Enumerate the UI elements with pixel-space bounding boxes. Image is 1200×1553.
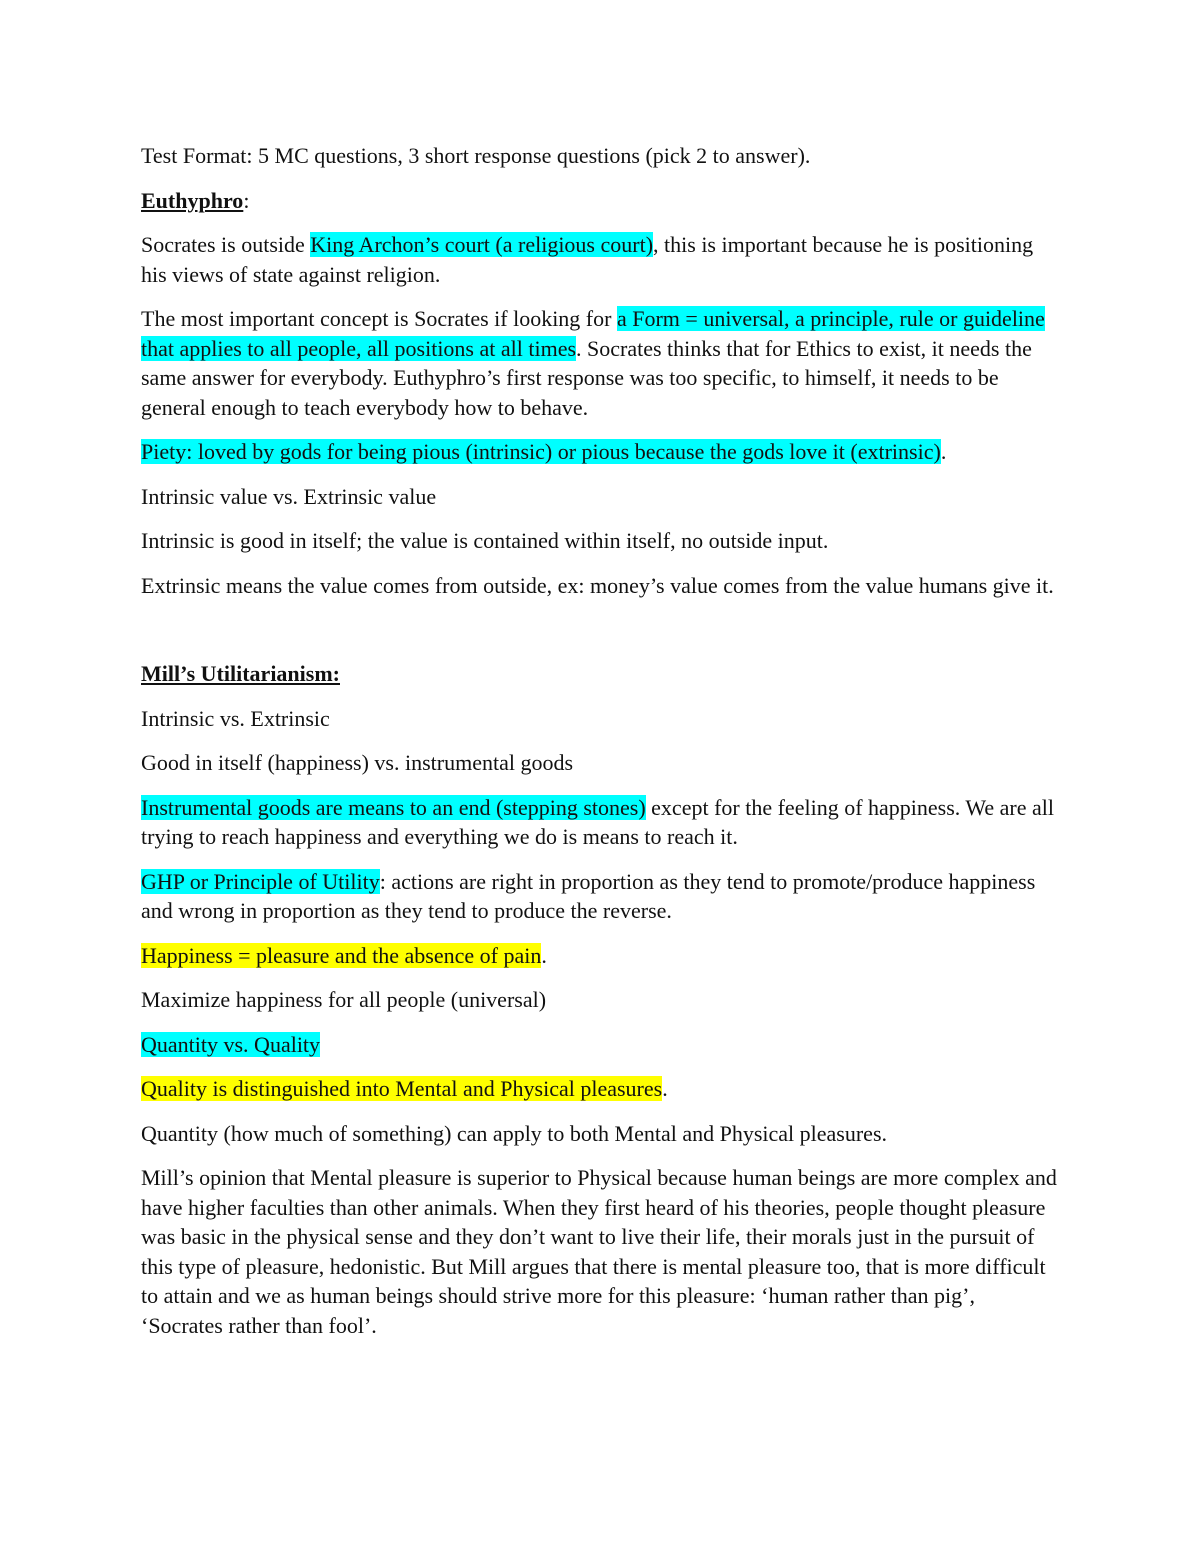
mill-paragraph-5	[141, 941, 1061, 971]
mill-paragraph-1: Intrinsic vs. Extrinsic	[141, 705, 330, 731]
euthyphro-heading-line	[141, 186, 1061, 216]
highlight-cyan: a Form = universal, a principle, rule or guideline that applies to all people, all positions at all times	[141, 306, 1045, 361]
text-run: .	[541, 942, 547, 968]
test-format-line: Test Format: 5 MC questions, 3 short response questions (pick 2 to answer).	[141, 143, 811, 168]
text-run: , this is important because he is positioning his views of state against religion.	[141, 232, 1034, 287]
euthyphro-paragraph-1	[141, 230, 1061, 289]
mill-paragraph-4	[141, 867, 1061, 926]
highlight-cyan: Instrumental goods are means to an end (stepping stones)	[141, 794, 646, 820]
mill-paragraph-3	[141, 793, 1061, 852]
mill-paragraph-2: Good in itself (happiness) vs. instrumental goods	[141, 750, 574, 775]
highlight-yellow: Quality is distinguished into Mental and Physical pleasures	[141, 1076, 663, 1101]
mill-paragraph-9: Quantity (how much of something) can apply to both Mental and Physical pleasures.	[141, 1120, 888, 1146]
highlight-cyan: King Archon’s court (a religious court)	[310, 232, 654, 257]
text-run: : actions are right in proportion as they tend to promote/produce happiness and wrong in proportion as they tend to produce the reverse.	[141, 868, 1036, 923]
euthyphro-heading: Euthyphro	[141, 187, 244, 213]
euthyphro-paragraph-5: Intrinsic is good in itself; the value is contained within itself, no outside input.	[141, 528, 829, 553]
mill-heading-line	[141, 659, 1061, 689]
text-run: .	[940, 439, 947, 464]
text-run: .	[662, 1076, 668, 1101]
highlight-yellow: Happiness = pleasure and the absence of pain	[141, 942, 542, 968]
highlight-cyan: GHP or Principle of Utility	[141, 868, 380, 894]
text-run: The most important concept is Socrates if looking for	[141, 306, 617, 331]
euthyphro-paragraph-2	[141, 304, 1061, 422]
mill-paragraph-8	[141, 1074, 1061, 1104]
mill-paragraph-7	[141, 1030, 1061, 1060]
highlight-cyan: Piety: loved by gods for being pious (intrinsic) or pious because the gods love it (extrinsic)	[141, 439, 941, 464]
mill-paragraph-10: Mill’s opinion that Mental pleasure is superior to Physical because human beings are more complex and have higher faculties than other animals. When they first heard of his theories, people thought pleasure was basic in the physical sense and they don’t want to live their life, their morals just in the pursuit of this type of pleasure, hedonistic. But Mill argues that there is mental pleasure too, that is more difficult to attain and we as human beings should strive more for this pleasure: ‘human rather than pig’, ‘Socrates rather than fool’.	[141, 1165, 1057, 1338]
euthyphro-paragraph-3	[141, 437, 1061, 467]
mill-paragraph-6: Maximize happiness for all people (universal)	[141, 987, 547, 1012]
euthyphro-paragraph-4: Intrinsic value vs. Extrinsic value	[141, 483, 437, 509]
mill-heading: Mill’s Utilitarianism:	[141, 661, 340, 686]
euthyphro-heading-colon: :	[243, 187, 250, 213]
highlight-cyan: Quantity vs. Quality	[141, 1031, 321, 1057]
text-run: . Socrates thinks that for Ethics to exist, it needs the same answer for everybody. Euthyphro’s first response was too specific, to himself, it needs to be general enough to teach everybody how to behave.	[141, 335, 1032, 420]
section-gap	[141, 615, 1061, 659]
text-run: except for the feeling of happiness. We are all trying to reach happiness and everything we do is means to reach it.	[141, 794, 1054, 849]
document-body	[141, 141, 1061, 1355]
text-run: Socrates is outside	[141, 232, 311, 257]
euthyphro-paragraph-6: Extrinsic means the value comes from outside, ex: money’s value comes from the value humans give it.	[141, 572, 1054, 598]
